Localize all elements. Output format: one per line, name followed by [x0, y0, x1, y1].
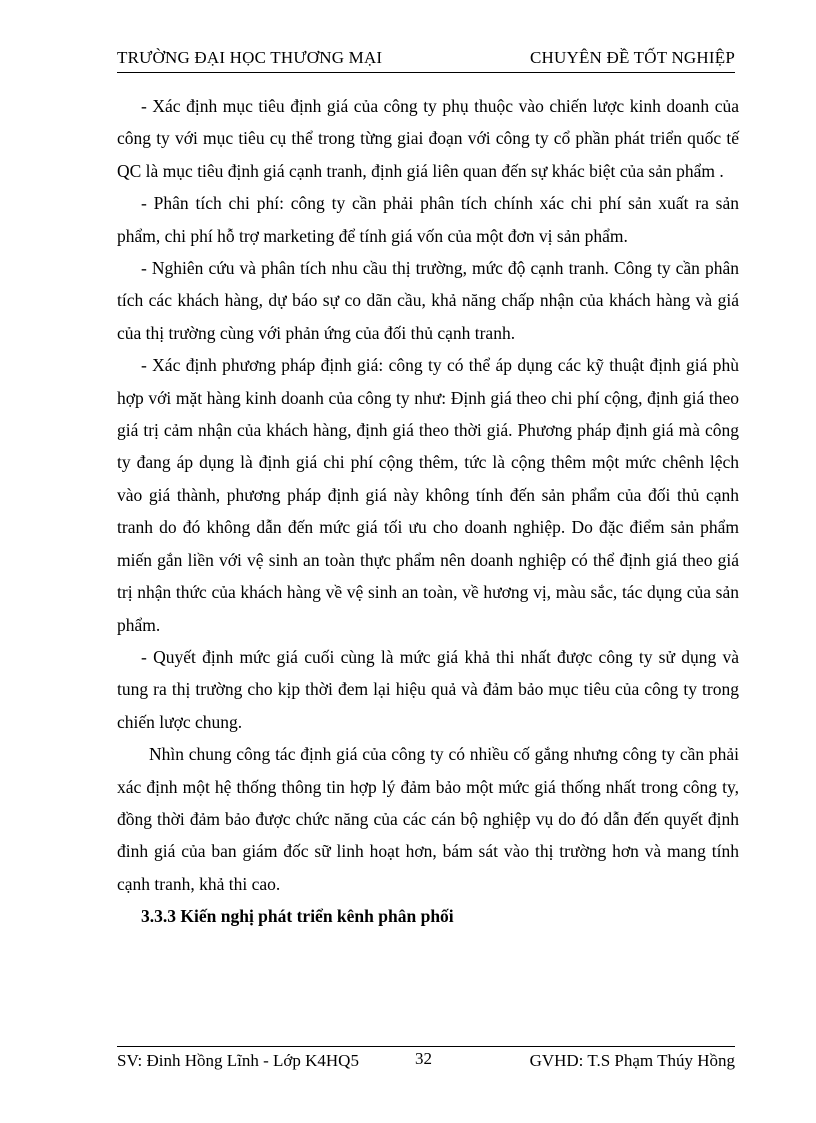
header-university: TRƯỜNG ĐẠI HỌC THƯƠNG MẠI	[117, 48, 383, 67]
page-header	[117, 48, 735, 73]
paragraph-final-price: - Quyết định mức giá cuối cùng là mức giá khả thi nhất được công ty sử dụng và tung ra thị trường cho kịp thời đem lại hiệu quả và đảm bảo mục tiêu của công ty trong chiến lược chung.	[117, 646, 739, 732]
paragraph-cost-analysis: - Phân tích chi phí: công ty cần phải phân tích chính xác chi phí sản xuất ra sản phẩm, chi phí hỗ trợ marketing để tính giá vốn của một đơn vị sản phẩm.	[117, 193, 739, 246]
paragraph-pricing-objective: - Xác định mục tiêu định giá của công ty phụ thuộc vào chiến lược kinh doanh của công ty với mục tiêu cụ thể trong từng giai đoạn với công ty cổ phần phát triển quốc tế QC là mục tiêu định giá cạnh tranh, định giá liên quan đến sự khác biệt của sản phẩm .	[117, 96, 739, 181]
footer-advisor: GVHD: T.S Phạm Thúy Hồng	[529, 1051, 735, 1070]
page-number: 32	[415, 1049, 432, 1068]
paragraph-pricing-method: - Xác định phương pháp định giá: công ty có thể áp dụng các kỹ thuật định giá phù hợp với mặt hàng kinh doanh của công ty như: Định giá theo chi phí cộng, định giá theo giá trị cảm nhận của khách hàng, định giá theo thời giá. Phương pháp định giá mà công ty đang áp dụng là định giá chi phí cộng thêm, tức là cộng thêm một mức chênh lệch vào giá thành, phương pháp định giá này không tính đến sản phẩm của đối thủ cạnh tranh do đó không dẫn đến mức giá tối ưu cho doanh nghiệp. Do đặc điểm sản phẩm miến gắn liền với vệ sinh an toàn thực phẩm nên doanh nghiệp có thể định giá theo giá trị nhận thức của khách hàng về vệ sinh an toàn, về hương vị, màu sắc, tác dụng của sản phẩm.	[117, 355, 739, 635]
paragraph-market-research: - Nghiên cứu và phân tích nhu cầu thị trường, mức độ cạnh tranh. Công ty cần phân tích các khách hàng, dự báo sự co dãn cầu, khả năng chấp nhận của khách hàng và giá của thị trường cùng với phản ứng của đối thủ cạnh tranh.	[117, 258, 739, 343]
paragraph-summary: Nhìn chung công tác định giá của công ty có nhiều cố gắng nhưng công ty cần phải xác định một hệ thống thông tin hợp lý đảm bảo một mức giá thống nhất trong công ty, đồng thời đảm bảo được chức năng của các cán bộ nghiệp vụ do đó dẫn đến quyết định đinh giá của ban giám đốc sữ linh hoạt hơn, bám sát vào thị trường hơn và mang tính cạnh tranh, khả thi cao.	[117, 744, 739, 894]
page-footer	[117, 1046, 735, 1077]
header-doc-type: CHUYÊN ĐỀ TỐT NGHIỆP	[529, 48, 735, 67]
footer-student: SV: Đinh Hồng Lĩnh - Lớp K4HQ5	[117, 1051, 359, 1070]
document-body	[117, 90, 739, 933]
section-heading: 3.3.3 Kiến nghị phát triển kênh phân phối	[141, 906, 454, 927]
